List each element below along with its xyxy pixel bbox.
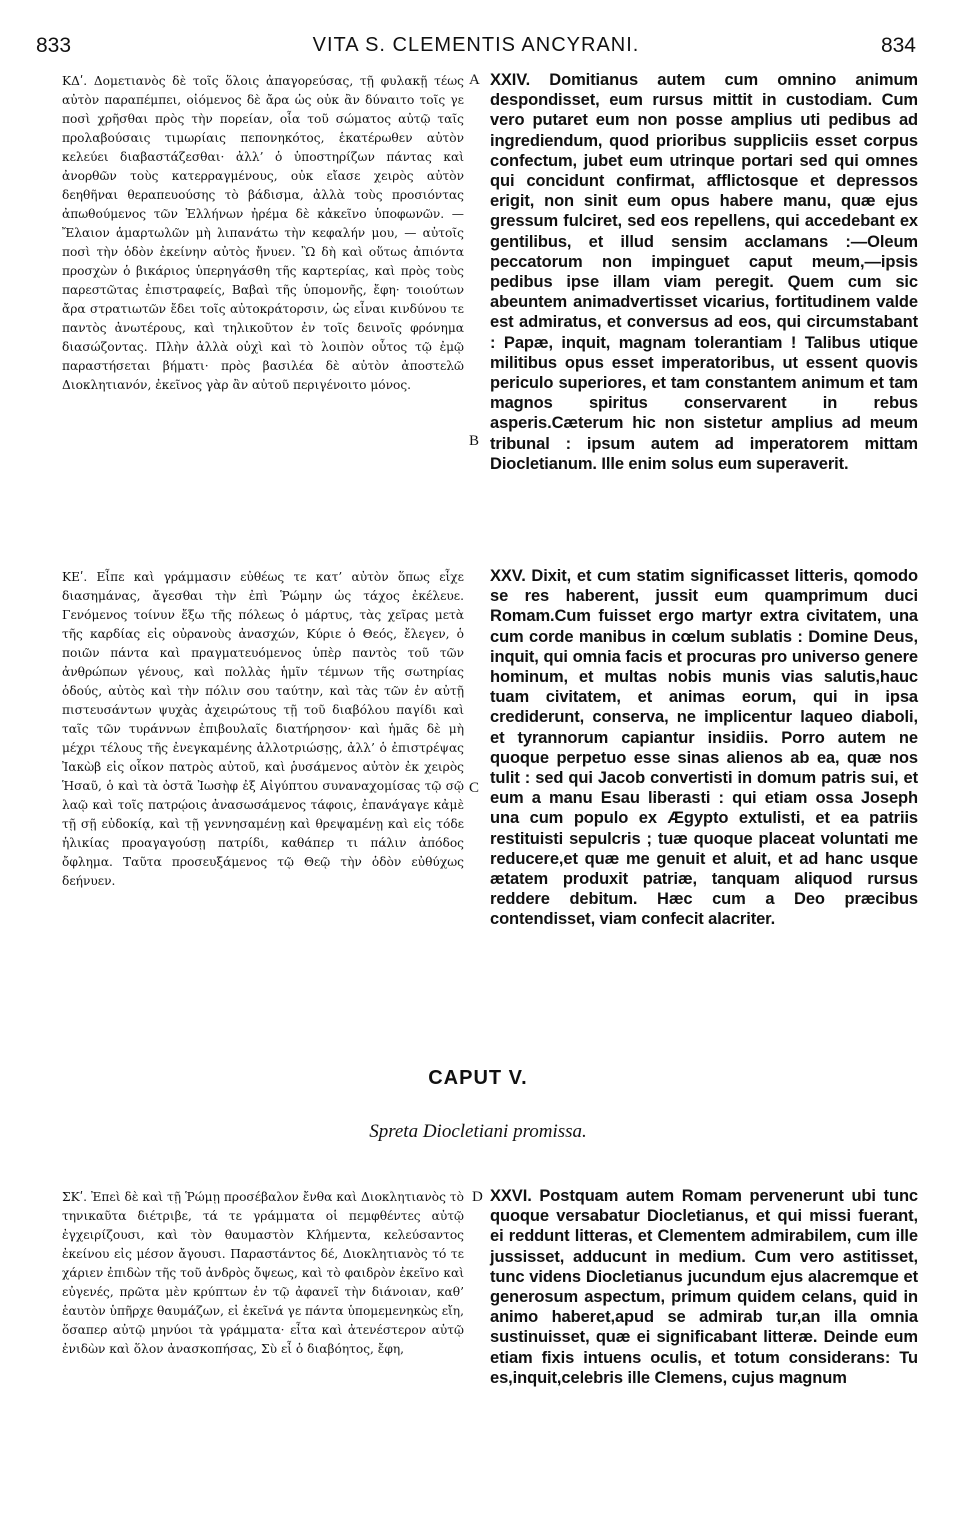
left-page-number: 833 <box>36 34 72 57</box>
margin-letter-b: B <box>469 433 480 449</box>
margin-letter-a: A <box>469 72 480 88</box>
greek-paragraph-ke: ΚΕʹ. Εἶπε καὶ γράμμασιν εὐθέως τε κατ’ αὐτὸν ὅπως εἶχε διασημάνας, ἄγεσθαι τὴν ἐπὶ Ῥώμην ὡς τάχος ἐκέλευε. Γενόμενος τοίνυν ἔξω τῆς πόλεως ὁ μάρτυς, τὰς χεῖρας μετὰ τῆς καρδίας εἰς οὐρανοὺς ἀνασχών, Κύριε ὁ Θεός, ἔλεγεν, ὁ ποιῶν πάντα καὶ πραγματευόμενος ὑπὲρ παντὸς τοῦ τῶν ἀνθρώπων γένους, καὶ πολλὰς ἡμῖν τέμνων τῆς σωτηρίας ὁδούς, αὐτὸς καὶ τὴν πόλιν σου ταύτην, καὶ τὰς τῶν ἐν αὐτῇ πιστευσάντων ψυχὰς ἀχειρώτους τῇ τοῦ διαβόλου παγίδι καὶ ταῖς τῶν τυράννων ἐπιβουλαῖς διατήρησον· καὶ ἡμᾶς δὲ μὴ μέχρι τέλους τῆς ἐνεγκαμένης ἀλλοτριώσῃς, ἀλλ’ ὁ ἐπιστρέψας Ἰακὼβ εἰς οἶκον πατρὸς αὐτοῦ, καὶ ῥυσάμενος αὐτὸν ἐκ χειρὸς Ἡσαῦ, ὁ καὶ τὰ ὀστᾶ Ἰωσὴφ ἐξ Αἰγύπτου συναναχομίσας τῷ σῷ λαῷ καὶ τοῖς πατρῴοις ἀνασωσάμενος τάφοις, ἐπανάγαγε κἀμὲ τῇ σῇ εὐδοκίᾳ, καὶ τῇ γεννησαμένῃ καὶ θρεψαμένῃ καὶ εἰς τόδε ἡλικίας προαγαγούσῃ πατρίδι, καθάπερ τι πάλιν ἀπόδος ὄφλημα. Ταῦτα προσευξάμενος τῷ Θεῷ τὴν ὁδὸν εὐθύχως δεήνυεν. <box>62 570 464 888</box>
margin-letter-d: D <box>472 1189 483 1205</box>
page-header <box>36 34 916 64</box>
latin-column-section-2 <box>490 566 918 930</box>
greek-column-section-1 <box>62 72 464 395</box>
chapter-subtitle: Spreta Diocletiani promissa. <box>369 1121 587 1142</box>
right-page-number: 834 <box>880 34 916 57</box>
chapter-heading: CAPUT V. <box>428 1067 528 1089</box>
greek-column-section-3 <box>62 1188 464 1359</box>
running-head: VITA S. CLEMENTIS ANCYRANI. <box>312 34 640 56</box>
latin-paragraph-xxvi: XXVI. Postquam autem Romam pervenerunt ubi tunc quoque versabatur Diocletianus, et qui missi fuerant, ei reddunt litteras, et Clementem admirabilem, cum ille jussisset, adducunt in medium. Cum vero astitisset, tunc videns Diocletianus jucundum ejus alacremque et generosum aspectum, primum quidem celans, quid in animo haberet,apud se admirab tur,an illa omnia sustinuisset, quæ ei significabant litteræ. Deinde eum etiam fixis intuens oculis, et totum considerans: Tu es,inquit,celebris ille Clemens, cujus magnum <box>490 1187 918 1387</box>
greek-paragraph-sk: ΣΚʹ. Ἐπεὶ δὲ καὶ τῇ Ῥώμῃ προσέβαλον ἔνθα καὶ Διοκλητιανὸς τὸ τηνικαῦτα διέτριβε, τά τε γράμματα οἱ πεμφθέντες αὐτῷ ἐγχειρίζουσι, καὶ τὸν θαυμαστὸν Κλήμεντα, κελεύσαντος ἐκείνου εἰς μέσον ἄγουσι. Παραστάντος δέ, Διοκλητιανὸς τό τε χάριεν ἐπιδὼν τῆς τοῦ ἀνδρὸς ὄψεως, καὶ τὸ φαιδρὸν ἐκεῖνο καὶ εὐγενές, πρῶτα μὲν κρύπτων ἐν τῷ ἀφανεῖ τὴν διάνοιαν, καθ’ ἑαυτὸν ὑπῆρχε θαυμάζων, εἰ ἐκεῖνά γε πάντα ὑπομεμενηκὼς εἴη, ὅσαπερ αὐτῷ μηνύοι τὰ γράμματα· εἶτα καὶ ἀτενέστερον αὐτῷ ἐνιδὼν καὶ ὅλον ἀνασκοπήσας, Σὺ εἶ ὁ διαβόητος, ἔφη, <box>62 1190 464 1356</box>
margin-letter-c: C <box>469 780 480 796</box>
greek-paragraph-kd: ΚΔʹ. Δομετιανὸς δὲ τοῖς ὅλοις ἀπαγορεύσας, τῇ φυλακῇ τέως αὐτὸν παραπέμπει, οἰόμενος δὲ ἄρα ὡς οὐκ ἂν δύναιτο τοῖς γε ποσὶ χρῆσθαι πρὸς τὴν πορείαν, οἷα τοῦ σώματος αὐτῷ ταῖς προλαβούσαις τιμωρίαις πεπονηκότος, ἑκατέρωθεν αὐτὸν κελεύει διαβαστάζεσθαι· ἀλλ’ ὁ ὑποστηρίζων πάντας καὶ ἀνορθῶν τοὺς κατερραγμένους, οὐκ εἴασε χειρὸς αὐτὸν δεηθῆναι θεραπευούσης τὸ βάδισμα, ἀλλὰ τοὺς προσιόντας ἀπωθούμενος τῶν Ἑλλήνων ἠρέμα δὲ κἀκεῖνο ὑποφωνῶν. — Ἔλαιον ἁμαρτωλῶν μὴ λιπανάτω τὴν κεφαλήν μου, — αὐτοῖς ποσὶ τὴν ὁδὸν ἐκείνην αὐτὸς ἤνυεν. Ὢ δὴ καὶ οὕτως ἀπιόντα προσχὼν ὁ βικάριος ὑπερηγάσθη τῆς καρτερίας, καὶ πρὸς τοὺς παρεστῶτας ἐπιστραφείς, Βαβαὶ τῆς ὑπομονῆς, ἔφη· τοιούτων ἄρα στρατιωτῶν ἔδει τοῖς αὐτοκράτορσιν, ὡς εἶναι κινδύνου τε παντὸς ἀνωτέρους, καὶ τηλικοῦτον ἐν τοῖς δεινοῖς φρόνημα διασώζοντας. Πλὴν ἀλλὰ οὐχὶ καὶ τὸ λοιπὸν οὗτος τῷ ἐμῷ παραστήσεται βήματι· πρὸς βασιλέα δὲ αὐτὸν ἀποστελῶ Διοκλητιανόν, ἐκεῖνος γὰρ ἂν αὐτοῦ περιγένοιτο μόνος. <box>62 74 464 392</box>
latin-paragraph-xxiv: XXIV. Domitianus autem cum omnino animum despondisset, eum rursus mittit in custodiam. Cum vero putaret eum non posse amplius uti pedibus ad ingrediendum, quod prioribus suppliciis esset corpus confectum, jubet eum utrinque portari sed qui omnes qui concidunt confirmat, afflictosque et depressos erigit, non sinit eum opus habere manu, quæ ejus gressum fulciret, sed eos repellens, qui accedebant ex gentilibus, et illud sensim acclamans :—Oleum peccatorum non impinguet caput meum,—ipsis pedibus ipse illam viam peregit. Quem cum sic abeuntem animadvertisset vicarius, fortitudinem valde est admiratus, et conversus ad eos, qui circumstabant : Papæ, inquit, magnam tolerantiam ! Talibus utique militibus opus esset imperatoribus, ut essent quovis periculo superiores, et tam constantem animum et tam magnos spiritus conservarent in rebus asperis.Cæterum hic non sistetur amplius ad meum tribunal : ipsum autem ad imperatorem mittam Diocletianum. Ille enim solus eum superaverit. <box>490 71 918 473</box>
greek-column-section-2 <box>62 568 464 891</box>
latin-column-section-1 <box>490 70 918 474</box>
latin-paragraph-xxv: XXV. Dixit, et cum statim significasset litteris, qomodo se res haberent, jussit eum quamprimum duci Romam.Cum fuisset ergo martyr extra civitatem, una cum corde manibus in cœlum sublatis : Domine Deus, inquit, qui omnia facis et procuras pro universo genere hominum, et multas nobis munis vias salutis,hauc tuam civitatem, et animas eorum, qui in ipsa crediderunt, conserva, ne implicentur laqueo diaboli, et tyrannorum capiantur insidiis. Porro autem ne quoque perpetuo esse sinas alienos ab ea, quæ nos tulit : sed qui Jacob convertisti in domum patris sui, et eum a manu Esau liberasti : qui etiam ossa Joseph una cum populo ex Ægypto extulisti, et ea patriis restituisti sepulcris ; tuæ quoque placeat voluntati me reducere,et quæ me genuit et aluit, et ad hanc usque ætatem produxit patriæ, tanquam aliquod rursus reddere debitum. Hæc cum a Deo præcibus contendisset, viam confecit alacriter. <box>490 567 918 929</box>
latin-column-section-3 <box>490 1186 918 1388</box>
